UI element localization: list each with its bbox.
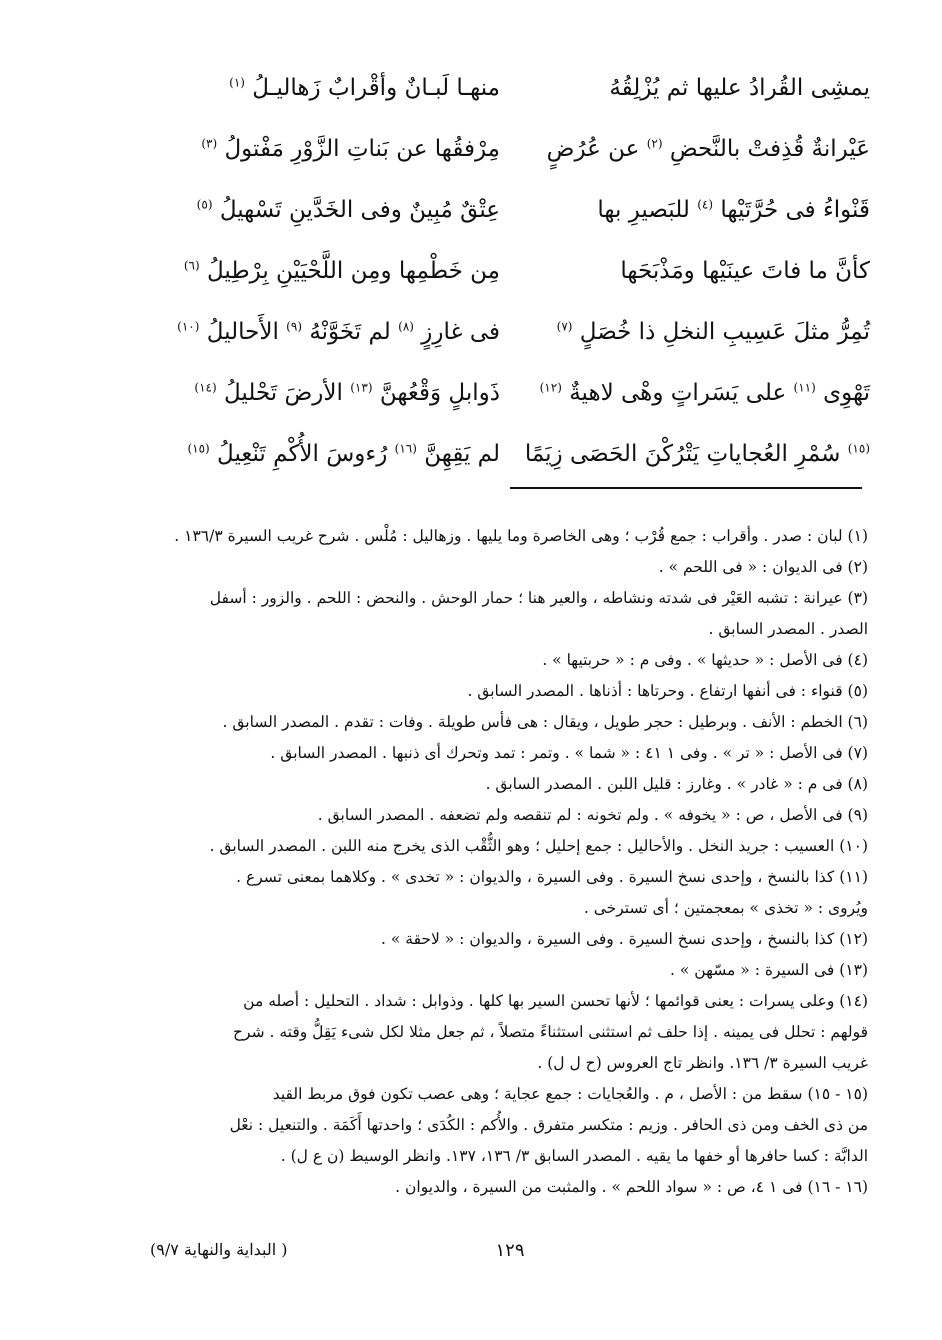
footnote-line: (١٤) وعلى يسرات : يعنى قوائمها ؛ لأنها تحسن السير بها كلها . وذوابل : شداد . التحليل : أصله من [243,992,868,1010]
footnote-line: (٤) فى الأصل : « حديثها » . وفى م : « حربتيها » . [542,651,868,669]
footnote-marker: (١٥) [187,441,210,456]
footnote-line: (١٦ - ١٦) فى ١ ٤، ص : « سواد اللحم » . والمثبت من السيرة ، والديوان . [395,1178,868,1196]
footnote-marker: (١) [229,75,245,90]
footnote-marker: (١٦) [394,441,417,456]
footnote-line: (٢) فى الديوان : « فى اللحم » . [658,558,868,576]
book-signature: ( البداية والنهاية ٩/٧) [150,1240,288,1259]
footnote-marker: (١٠) [177,319,200,334]
footnote-line: (١٣) فى السيرة : « مسّهن » . [670,961,868,979]
footnote-line: ويُروى : « تخذى » بمعجمتين ؛ أى تسترخى . [583,899,868,917]
verse-row [150,68,870,129]
verse-row [150,190,870,251]
footnote-line: من ذى الخف ومن ذى الحافر . وزيم : متكسر متفرق . والأُكم : الكُدَى ؛ واحدتها أَكَمَة . والتنعيل : نعْل [229,1116,868,1134]
verse-second-hemistich: لم يَقِهِنَّ $^{(١٦)}$ رُءوسَ الأُكْمِ تَنْعِيلُ $^{(١٥)}$ [187,441,500,467]
footnote-marker: (١٤) [194,380,217,395]
footnote-marker: (٧) [556,319,573,334]
footnote-marker: (٣) [201,136,218,151]
verse-second-hemistich: منهـا لَبـانٌ وأقْرابٌ زَهاليـلُ $^{(١)}$ [229,75,500,101]
verse-second-hemistich: فى غارِزٍ $^{(٨)}$ لم تَخَوَّنْهُ $^{(٩)}$ الأَحاليلُ $^{(١٠)}$ [177,319,500,345]
footnotes [156,521,868,1203]
footnote-line: قولهم : تحلل فى يمينه . إذا حلف ثم استثنى استثناءً متصلاً ، ثم جعل مثلا لكل شىء يَقِلُّ وقته . شرح [233,1023,868,1041]
footnote-separator [510,487,862,489]
footnote-line: (١١) كذا بالنسخ ، وإحدى نسخ السيرة . وفى السيرة ، والديوان : « تخدى » . وكلاهما بمعنى تسرع . [236,868,868,886]
footnote-line: (٣) عيرانة : تشبه العَيْر فى شدته ونشاطه ، والعير هنا ؛ حمار الوحش . والنحض : اللحم . والزور : أسفل [209,589,868,607]
footnote-line: (١) لبان : صدر . وأقراب : جمع قُرْب ؛ وهى الخاصرة وما يليها . وزهاليل : مُلْس . شرح غريب السيرة ١٣٦/٣ . [174,527,868,545]
footnote-line: (٨) فى م : « غادر » . وغارز : قليل اللبن . المصدر السابق . [485,775,868,793]
page-number: ١٢٩ [495,1240,525,1261]
verse-first-hemistich: عَيْرانةٌ قُذِفتْ بالنَّحضِ $^{(٢)}$ عن عُرُضٍ [546,136,870,162]
footnote-line: (٧) فى الأصل : « تر » . وفى ١ ٤١ : « شما » . وتمر : تمد وتحرك أى ذنبها . المصدر السابق . [270,744,868,762]
verse-row [150,251,870,312]
footnote-marker: (٤) [697,197,714,212]
verse-second-hemistich: ذَوابلٍ وَقْعُهنَّ $^{(١٣)}$ الأرضَ تَحْليلُ $^{(١٤)}$ [194,380,500,406]
footnote-line: الصدر . المصدر السابق . [708,620,868,638]
verse-row [150,373,870,434]
footnote-marker: (١١) [793,380,816,395]
verse-first-hemistich: كأنَّ ما فاتَ عينَيْها ومَذْبَحَها [620,258,870,284]
footnote-marker: (٨) [398,319,414,334]
page-footer [150,1240,850,1270]
verse-row [150,312,870,373]
verse-second-hemistich: مِرْفقُها عن بَناتِ الزَّوْرِ مَفْتولُ $^{(٣)}$ [201,136,500,162]
footnote-marker: (٢) [646,136,663,151]
verse-row [150,129,870,190]
verse-row [150,434,870,495]
verse-first-hemistich: قَنْواءُ فى حُرَّتَيْها $^{(٤)}$ للبَصيرِ بها [597,197,870,223]
footnote-line: (١٥ - ١٥) سقط من : الأصل ، م . والعُجايات : جمع عجاية ؛ وهى عصب تكون فوق مربط القيد [272,1085,868,1103]
footnote-marker: (٥) [196,197,213,212]
footnote-line: (٦) الخطم : الأنف . وبرطيل : حجر طويل ، ويقال : هى فأس طويلة . وفات : تقدم . المصدر السابق . [222,713,868,731]
verse-first-hemistich: $^{(١٥)}$ سُمْرِ العُجاياتِ يَتْرُكْنَ الحَصَى زِيَمًا [524,441,870,467]
footnote-line: الدابَّة : كسا حافرها أو خفها ما يقيه . المصدر السابق ٣/ ١٣٦، ١٣٧. وانظر الوسيط (ن ع ل) . [280,1147,868,1165]
verse-second-hemistich: مِن خَطْمِها ومِن اللَّحْيَيْنِ بِرْطِيلُ $^{(٦)}$ [183,258,500,284]
footnote-line: غريب السيرة ٣/ ١٣٦. وانظر تاج العروس (ح ل ل) . [537,1054,868,1072]
footnote-line: (١٠) العسيب : جريد النخل . والأحاليل : جمع إحليل ؛ وهو الثُّقْب الذى يخرج منه اللبن . المصدر السابق . [209,837,868,855]
verse-first-hemistich: يمشِى القُرادُ عليها ثم يُزْلِقُهُ [609,75,870,101]
footnote-marker: (٩) [286,319,302,334]
verse-first-hemistich: تَهْوِى $^{(١١)}$ على يَسَراتٍ وهْى لاهيةٌ $^{(١٢)}$ [539,380,870,406]
footnote-marker: (١٢) [539,380,562,395]
footnote-line: (٩) فى الأصل ، ص : « يخوفه » . ولم تخونه : لم تنقصه ولم تضعفه . المصدر السابق . [317,806,868,824]
footnote-line: (١٢) كذا بالنسخ ، وإحدى نسخ السيرة . وفى السيرة ، والديوان : « لاحقة » . [381,930,868,948]
poem-verses [150,68,870,495]
verse-second-hemistich: عِتْقٌ مُبِينٌ وفى الخَدَّينِ تَسْهيلُ $^{(٥)}$ [196,197,500,223]
footnote-marker: (١٥) [847,441,870,456]
verse-first-hemistich: تُمِرُّ مثلَ عَسِيبِ النخلِ ذا خُصَلٍ $^{(٧)}$ [556,319,870,345]
footnote-line: (٥) قنواء : فى أنفها ارتفاع . وحرتاها : أذناها . المصدر السابق . [467,682,868,700]
footnote-marker: (١٣) [350,380,373,395]
footnote-marker: (٦) [183,258,200,273]
